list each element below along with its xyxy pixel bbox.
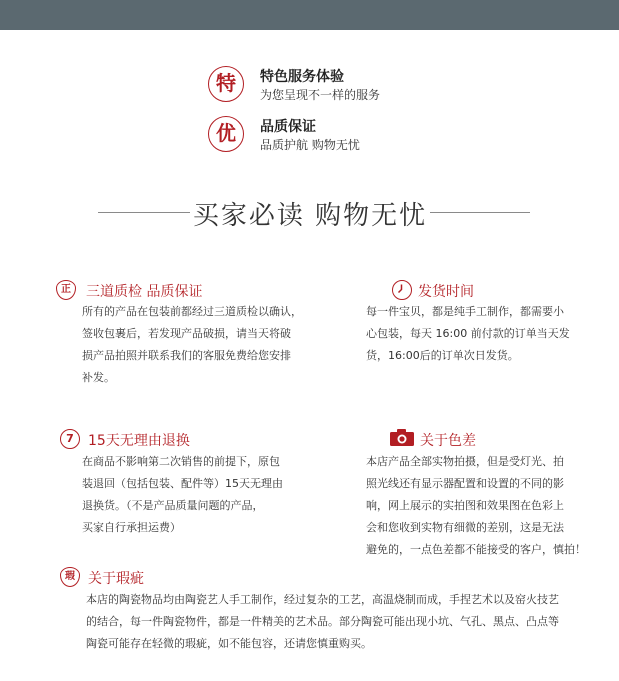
clock-icon [392,280,412,300]
special-badge-icon: 特 [208,66,244,102]
shipping-section-text: 每一件宝贝，都是纯手工制作，都需要小 心包装，每天 16:00 前付款的订单当天发 货，16:00后的订单次日发货。 [366,305,570,362]
returns-section-text: 在商品不影响第二次销售的前提下，原包 装退回（包括包装、配件等）15天无理由 退换货。（不是产品质量问题的产品， 买家自行承担运费） [82,455,283,534]
camera-icon [390,429,414,446]
quality-badge-icon: 优 [208,116,244,152]
shipping-section-title: 发货时间 [418,284,474,300]
color-section-title: 关于色差 [420,433,476,449]
banner-divider-left [98,212,190,213]
feature-title: 品质保证 [260,119,316,135]
flaws-section-text: 本店的陶瓷物品均由陶瓷艺人手工制作，经过复杂的工艺，高温烧制而成，手捏艺术以及窑火技艺 的结合，每一件陶瓷物件，都是一件精美的艺术品。部分陶瓷可能出现小坑、气孔、黑点、凸点等 陶瓷可能存在轻微的瑕疵，如不能包容，还请您慎重购买。 [86,593,559,650]
quality-check-icon: 正 [56,280,76,300]
top-bar [0,0,619,30]
flaw-icon: 瑕 [60,567,80,587]
quality-section-text: 所有的产品在包装前都经过三道质检以确认， 签收包裹后，若发现产品破损，请当天将破 损产品拍照并联系我们的客服免费给您安排 补发。 [82,305,302,384]
feature-subtitle: 品质护航 购物无忧 [260,138,360,152]
feature-title: 特色服务体验 [260,69,344,85]
quality-section-title: 三道质检 品质保证 [86,284,203,300]
returns-section-title: 15天无理由退换 [88,433,190,449]
banner-heading: 买家必读 购物无忧 [192,201,428,231]
feature-subtitle: 为您呈现不一样的服务 [260,88,381,102]
color-section-text: 本店产品全部实物拍摄，但是受灯光、拍 照光线还有显示器配置和设置的不同的影 响，网上展示的实拍图和效果图在色彩上 会和您收到实物有细微的差别，这是无法 避免的，一点色差都不能接受的客户，慎拍！ [366,455,586,556]
seven-days-icon: 7 [60,429,80,449]
flaws-section-title: 关于瑕疵 [88,571,144,587]
banner-divider-right [430,212,530,213]
